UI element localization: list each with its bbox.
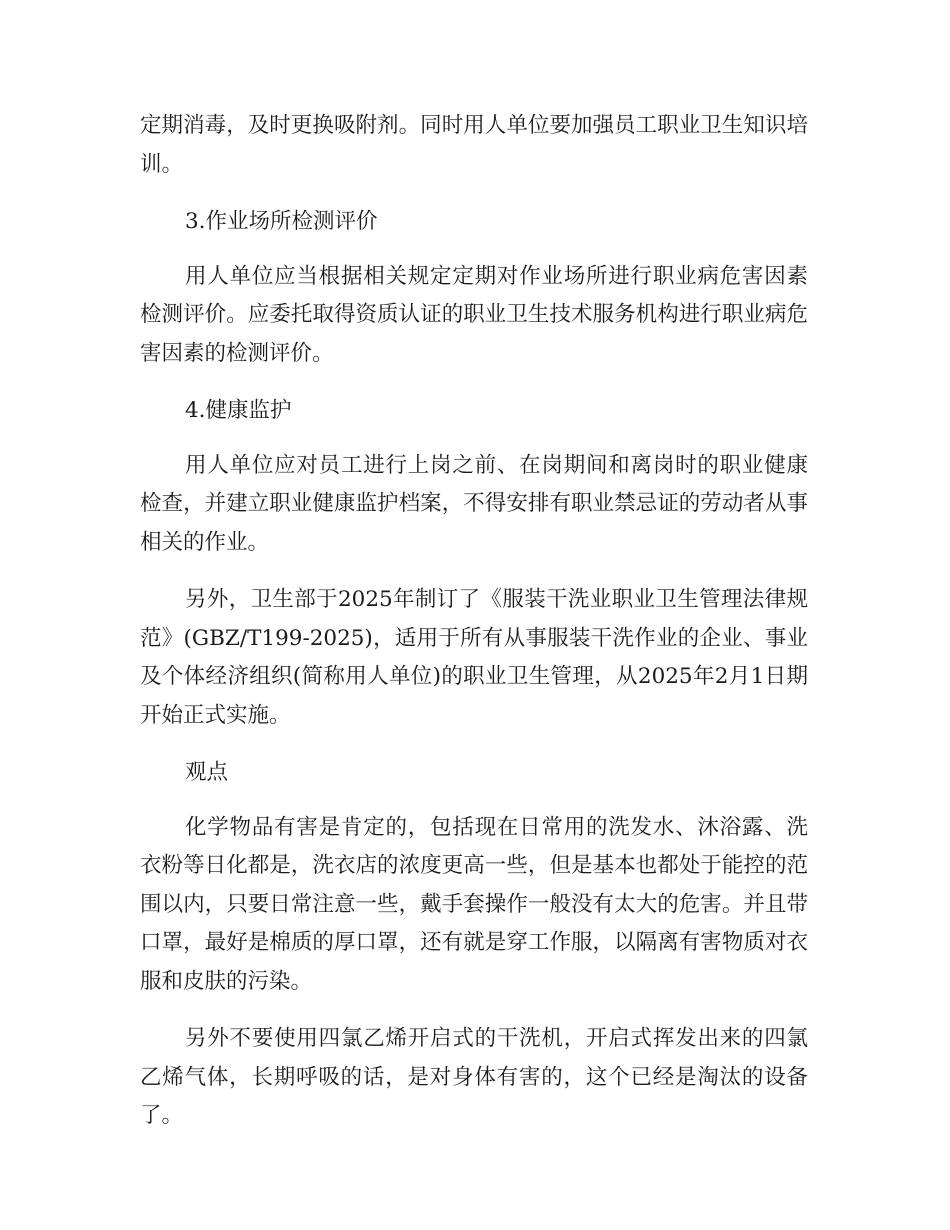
heading-health-monitoring: 4.健康监护 [185, 398, 292, 423]
paragraph-chemical-hazard: 化学物品有害是肯定的，包括现在日常用的洗发水、沐浴露、洗衣粉等日化都是，洗衣店的浓度更高一些，但是基本也都处于能控的范围以内，只要日常注意一些，戴手套操作一般没有太大的危害。并且带口罩，最好是棉质的厚口罩，还有就是穿工作服，以隔离有害物质对衣服和皮肤的污染。 [140, 814, 808, 994]
paragraph-workplace-testing: 用人单位应当根据相关规定定期对作业场所进行职业病危害因素检测评价。应委托取得资质认证的职业卫生技术服务机构进行职业病危害因素的检测评价。 [140, 263, 808, 366]
paragraph-disinfection-training: 定期消毒，及时更换吸附剂。同时用人单位要加强员工职业卫生知识培训。 [140, 113, 808, 177]
document-body [140, 107, 808, 1155]
heading-workplace-testing: 3.作业场所检测评价 [185, 209, 378, 234]
paragraph-regulation: 另外，卫生部于2025年制订了《服装干洗业职业卫生管理法律规范》(GBZ/T199-2025)，适用于所有从事服装干洗作业的企业、事业及个体经济组织(简称用人单位)的职业卫生管理，从2025年2月1日期开始正式实施。 [140, 587, 808, 728]
heading-viewpoint: 观点 [185, 760, 229, 785]
paragraph-dry-cleaner: 另外不要使用四氯乙烯开启式的干洗机，开启式挥发出来的四氯乙烯气体，长期呼吸的话，是对身体有害的，这个已经是淘汰的设备了。 [140, 1026, 808, 1128]
paragraph-health-monitoring: 用人单位应对员工进行上岗之前、在岗期间和离岗时的职业健康检查，并建立职业健康监护档案，不得安排有职业禁忌证的劳动者从事相关的作业。 [140, 452, 808, 555]
